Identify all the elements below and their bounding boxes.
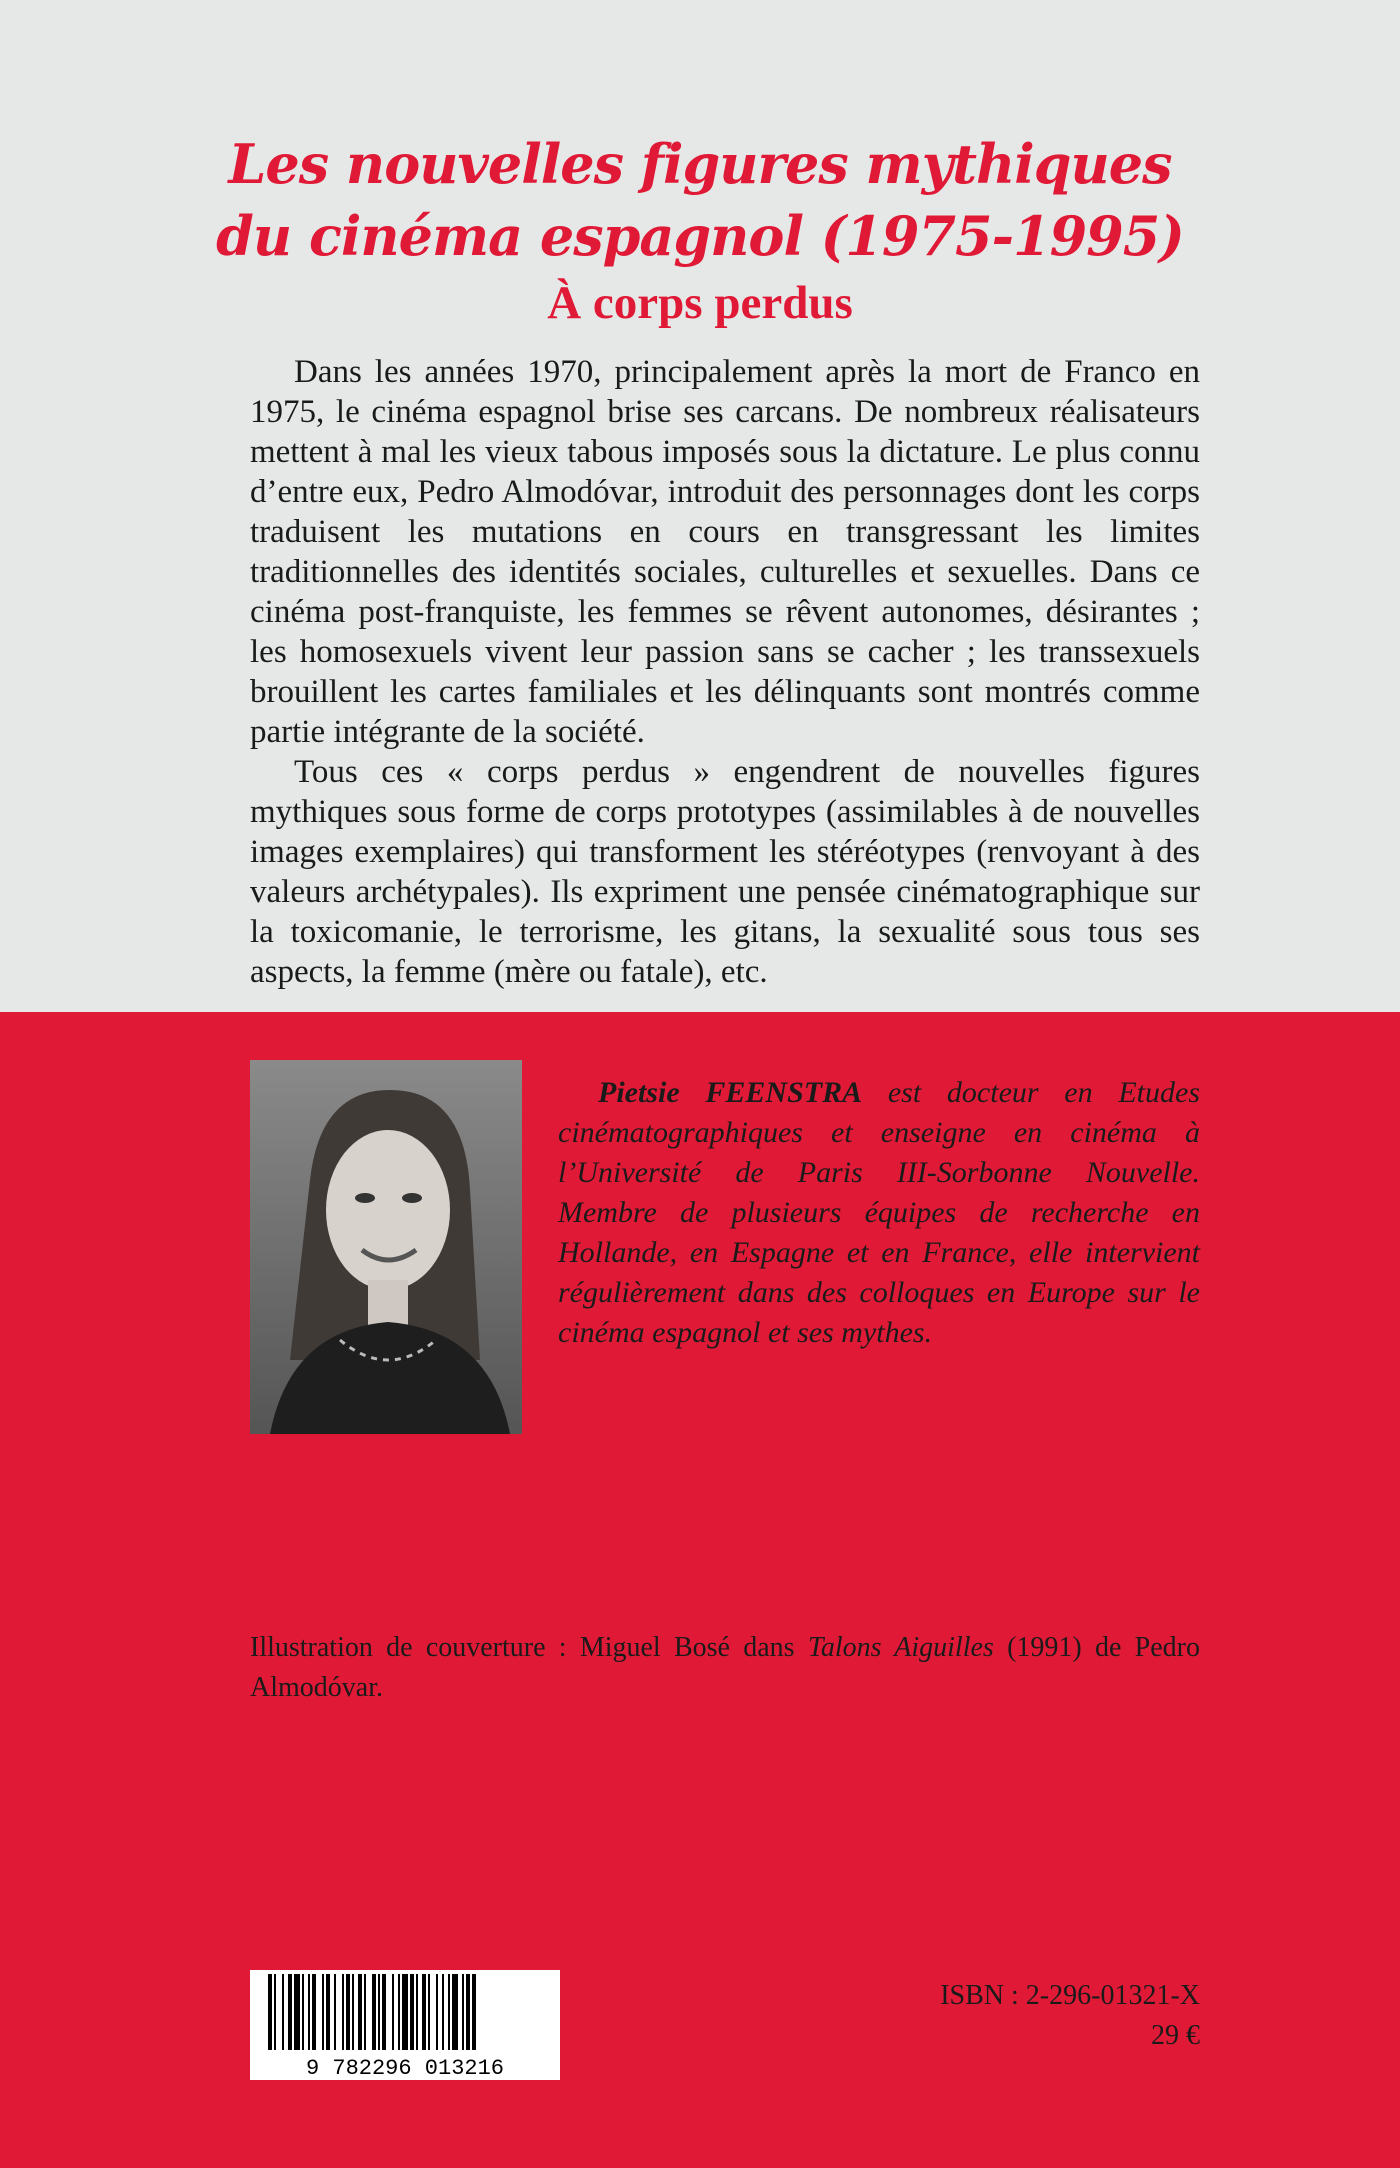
credit-film-title: Talons Aiguilles <box>807 1632 994 1663</box>
blurb <box>250 352 1200 992</box>
barcode-bar <box>402 1974 408 2050</box>
barcode-bar <box>452 1974 458 2050</box>
barcode <box>250 1970 560 2080</box>
cover-illustration-credit <box>250 1628 1200 1708</box>
barcode-bar <box>312 1974 316 2050</box>
barcode-bar <box>308 1974 310 2050</box>
author-bio-text: est docteur en Etudes cinématographiques et enseigne en cinéma à l’Université de Paris III-Sorbonne Nouvelle. Membre de plusieurs équipes de recherche en Hollande, en Espagne et en France, elle intervient régulièrement dans des colloques en Europe sur le cinéma espagnol et ses mythes. <box>558 1076 1201 1349</box>
book-subtitle: À corps perdus <box>547 277 853 329</box>
barcode-bar <box>326 1974 330 2050</box>
credit-prefix: Illustration de couverture : Miguel Bosé dans <box>250 1632 808 1663</box>
author-photo <box>250 1060 522 1434</box>
author-portrait-image <box>250 1060 522 1434</box>
barcode-bar <box>364 1974 366 2050</box>
barcode-bar <box>416 1974 418 2050</box>
author-name: Pietsie FEENSTRA <box>598 1076 863 1109</box>
book-title-line2: du cinéma espagnol (1975-1995) <box>216 204 1184 268</box>
book-title-line1: Les nouvelles figures mythiques <box>228 132 1172 196</box>
barcode-bar <box>442 1974 444 2050</box>
barcode-bar <box>358 1974 362 2050</box>
barcode-bar <box>352 1974 354 2050</box>
barcode-bar <box>472 1974 476 2050</box>
barcode-bar <box>410 1974 414 2050</box>
barcode-digits: 9 782296 013216 <box>305 2056 505 2080</box>
barcode-bar <box>282 1974 284 2050</box>
price: 29 € <box>1151 2020 1200 2051</box>
barcode-bar <box>274 1974 276 2050</box>
barcode-bar <box>342 1974 344 2050</box>
barcode-bar <box>334 1974 336 2050</box>
credit-suffix: (1991) de Pedro Almodóvar. <box>250 1632 1200 1703</box>
blurb-paragraph-2: Tous ces « corps perdus » engendrent de nouvelles figures mythiques sous forme de corps prototypes (assimilables à de nouvelles images exemplaires) qui transforment les stéréotypes (renvoyant à des valeurs archétypales). Ils expriment une pensée cinématographique sur la toxicomanie, le terrorisme, les gitans, la sexualité sous tous ses aspects, la femme (mère ou fatale), etc. <box>250 754 1200 990</box>
barcode-bar <box>322 1974 324 2050</box>
barcode-bar <box>436 1974 438 2050</box>
barcode-bar <box>422 1974 426 2050</box>
isbn: ISBN : 2-296-01321-X <box>940 1980 1200 2011</box>
barcode-bar <box>462 1974 464 2050</box>
author-bio <box>558 1073 1200 1353</box>
barcode-bar <box>398 1974 400 2050</box>
barcode-bar <box>382 1974 386 2050</box>
barcode-bar <box>288 1974 292 2050</box>
barcode-bar <box>302 1974 304 2050</box>
barcode-bar <box>372 1974 376 2050</box>
barcode-bar <box>428 1974 430 2050</box>
blurb-paragraph-1: Dans les années 1970, principalement après la mort de Franco en 1975, le cinéma espagnol brise ses carcans. De nombreux réalisateurs mettent à mal les vieux tabous imposés sous la dictature. Le plus connu d’entre eux, Pedro Almodóvar, introduit des personnages dont les corps traduisent les mutations en cours en transgressant les limites traditionnelles des identités sociales, culturelles et sexuelles. Dans ce cinéma post-franquiste, les femmes se rêvent autonomes, désirantes ; les homosexuels vivent leur passion sans se cacher ; les transsexuels brouillent les cartes familiales et les délinquants sont montrés comme partie intégrante de la société. <box>250 354 1200 750</box>
barcode-bar <box>392 1974 394 2050</box>
barcode-bar <box>346 1974 350 2050</box>
barcode-bar <box>268 1974 272 2050</box>
barcode-bar <box>378 1974 380 2050</box>
barcode-image <box>250 1970 560 2080</box>
barcode-bar <box>448 1974 450 2050</box>
barcode-bar <box>294 1974 300 2050</box>
barcode-bar <box>466 1974 470 2050</box>
